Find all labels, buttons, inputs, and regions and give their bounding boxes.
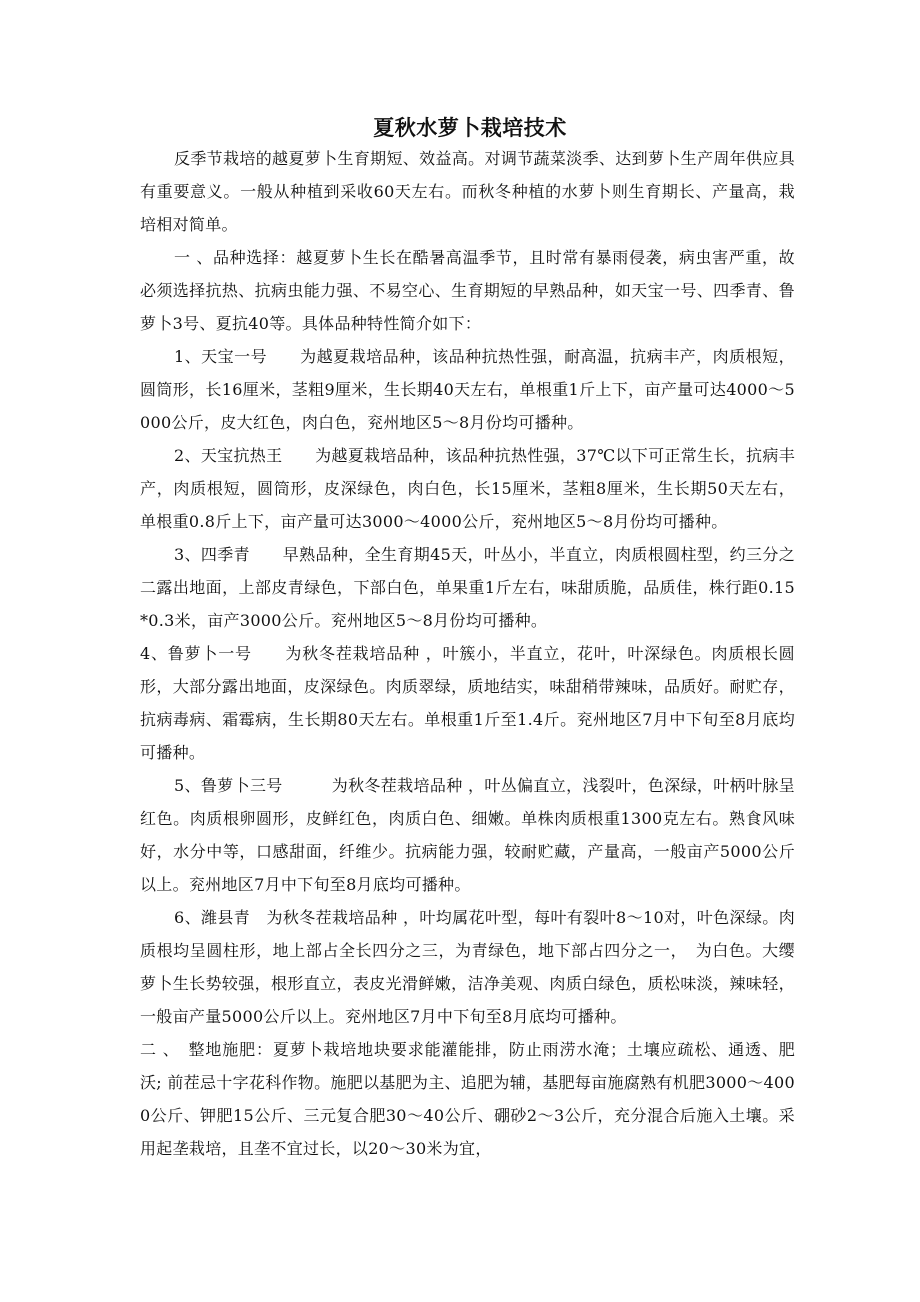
- paragraph-variety-lu-luobo-1: 4、鲁萝卜一号 为秋冬茬栽培品种 ，叶簇小，半直立，花叶，叶深绿色。肉质根长圆形，大部分露出地面，皮深绿色。肉质翠绿，质地结实，味甜稍带辣味，品质好。耐贮存，抗病毒病、霜霉病，生长期80天左右。单根重1斤至1.4斤。兖州地区7月中下旬至8月底均可播种。: [140, 644, 795, 762]
- paragraph-intro: 反季节栽培的越夏萝卜生育期短、效益高。对调节蔬菜淡季、达到萝卜生产周年供应具有重要意义。一般从种植到采收60天左右。而秋冬种植的水萝卜则生育期长、产量高，栽培相对简单。: [140, 149, 795, 234]
- paragraph-variety-tianbao-1: 1、天宝一号 为越夏栽培品种，该品种抗热性强，耐高温，抗病丰产，肉质根短，圆筒形，长16厘米，茎粗9厘米，生长期40天左右，单根重1斤上下，亩产量可达4000～5000公斤，皮大红色，肉白色，兖州地区5～8月份均可播种。: [140, 347, 795, 432]
- paragraph-variety-lu-luobo-3: 5、鲁萝卜三号 为秋冬茬栽培品种 ，叶丛偏直立，浅裂叶，色深绿，叶柄叶脉呈红色。肉质根卵圆形，皮鲜红色，肉质白色、细嫩。单株肉质根重1300克左右。熟食风味好，水分中等，口感甜面，纤维少。抗病能力强，较耐贮藏，产量高，一般亩产5000公斤以上。兖州地区7月中下旬至8月底均可播种。: [140, 776, 795, 894]
- paragraph-variety-selection: 一 、品种选择：越夏萝卜生长在酷暑高温季节，且时常有暴雨侵袭，病虫害严重，故必须选择抗热、抗病虫能力强、不易空心、生育期短的早熟品种，如天宝一号、四季青、鲁萝卜3号、夏抗40等。具体品种特性简介如下：: [140, 248, 795, 333]
- paragraph-variety-tianbao-heat-king: 2、天宝抗热王 为越夏栽培品种，该品种抗热性强，37℃以下可正常生长，抗病丰产，肉质根短，圆筒形，皮深绿色，肉白色，长15厘米，茎粗8厘米，生长期50天左右，单根重0.8斤上下，亩产量可达3000～4000公斤，兖州地区5～8月份均可播种。: [140, 446, 795, 531]
- document-title: 夏秋水萝卜栽培技术: [373, 116, 567, 140]
- paragraph-soil-fertilizing: 二 、 整地施肥：夏萝卜栽培地块要求能灌能排，防止雨涝水淹；土壤应疏松、通透、肥沃; 前茬忌十字花科作物。施肥以基肥为主、追肥为辅，基肥每亩施腐熟有机肥3000～4000公斤、钾肥15公斤、三元复合肥30～40公斤、硼砂2～3公斤，充分混合后施入土壤。采用起垄栽培，且垄不宜过长，以20～30米为宜，: [140, 1040, 795, 1158]
- paragraph-variety-weixian-qing: 6、潍县青 为秋冬茬栽培品种 ，叶均属花叶型，每叶有裂叶8～10对，叶色深绿。肉质根均呈圆柱形，地上部占全长四分之三，为青绿色，地下部占四分之一， 为白色。大缨萝卜生长势较强，根形直立，表皮光滑鲜嫩，洁净美观、肉质白绿色，质松味淡，辣味轻，一般亩产量5000公斤以上。兖州地区7月中下旬至8月底均可播种。: [140, 908, 795, 1026]
- document-body: [140, 142, 795, 1165]
- paragraph-variety-siji-qing: 3、四季青 早熟品种，全生育期45天，叶丛小，半直立，肉质根圆柱型，约三分之二露出地面，上部皮青绿色，下部白色，单果重1斤左右，味甜质脆，品质佳，株行距0.15*0.3米，亩产3000公斤。兖州地区5～8月份均可播种。: [140, 545, 795, 630]
